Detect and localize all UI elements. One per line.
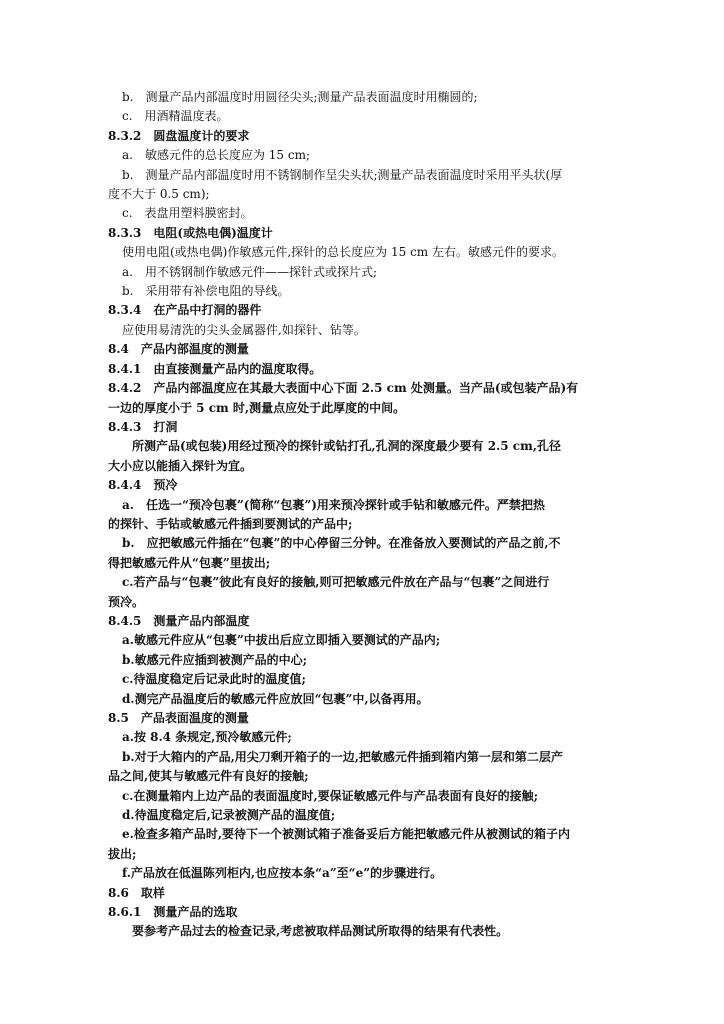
text-line: 8.3.3 电阻(或热电偶)温度计 [108, 225, 273, 240]
text-line: 8.4.1 由直接测量产品内的温度取得。 [108, 361, 322, 376]
text-line: d.待温度稳定后,记录被测产品的温度值; [122, 808, 336, 823]
text-line: a. 任选一“预冷包裹”(简称“包裹”)用来预冷探针或手钻和敏感元件。严禁把热 [122, 497, 545, 512]
text-line: c.在测量箱内上边产品的表面温度时,要保证敏感元件与产品表面有良好的接触; [122, 788, 539, 803]
text-line: a.敏感元件应从“包裹”中拔出后应立即插入要测试的产品内; [122, 633, 441, 648]
text-line: b. 测量产品内部温度时用圆径尖头;测量产品表面温度时用椭圆的; [122, 90, 478, 104]
text-line: f.产品放在低温陈列柜内,也应按本条“a”至“e”的步骤进行。 [122, 866, 443, 881]
text-line: 8.4.3 打洞 [108, 419, 178, 434]
text-line: 预冷。 [108, 594, 145, 609]
text-line: c. 表盘用塑料膜密封。 [122, 206, 253, 221]
text-line: 得把敏感元件从“包裹”里拔出; [108, 555, 271, 570]
text-line: 要参考产品过去的检查记录,考虑被取样品测试所取得的结果有代表性。 [132, 924, 509, 939]
text-line: 8.6.1 测量产品的选取 [108, 905, 238, 920]
text-line: 应使用易清洗的尖头金属器件,如探针、钻等。 [122, 322, 366, 337]
text-line: b.敏感元件应插到被测产品的中心; [122, 652, 307, 667]
text-line: 度不大于 0.5 cm); [108, 187, 210, 202]
text-line: 一边的厚度小于 5 cm 时,测量点应处于此厚度的中间。 [108, 400, 406, 415]
text-line: 8.5 产品表面温度的测量 [108, 711, 249, 725]
text-line: 使用电阻(或热电偶)作敏感元件,探针的总长度应为 15 cm 左右。敏感元件的要求。 [122, 245, 564, 260]
text-line: 品之间,使其与敏感元件有良好的接触; [108, 769, 309, 784]
text-line: 8.4.2 产品内部温度应在其最大表面中心下面 2.5 cm 处测量。当产品(或包装产品)有 [108, 381, 579, 396]
text-line: b. 应把敏感元件插在“包裹”的中心停留三分钟。在准备放入要测试的产品之前,不 [122, 536, 561, 551]
text-line: b.对于大箱内的产品,用尖刀剩开箱子的一边,把敏感元件插到箱内第一层和第二层产 [122, 749, 563, 764]
text-line: 的探针、手钻或敏感元件插到要测试的产品中; [108, 516, 353, 531]
text-line: b. 测量产品内部温度时用不锈钢制作呈尖头状;测量产品表面温度时采用平头状(厚 [122, 167, 563, 182]
document-body [108, 88, 608, 942]
text-line: e.检查多箱产品时,要待下一个被测试箱子准备妥后方能把敏感元件从被测试的箱子内 [122, 827, 570, 842]
text-line: b. 采用带有补偿电阻的导线。 [122, 284, 290, 299]
text-line: 大小应以能插入探针为宜。 [108, 458, 253, 473]
text-line: c. 用酒精温度表。 [122, 109, 229, 124]
text-line: a. 敏感元件的总长度应为 15 cm; [122, 148, 311, 163]
text-line: a. 用不锈钢制作敏感元件——探针式或探片式; [122, 264, 378, 279]
text-line: 所测产品(或包装)用经过预冷的探针或钻打孔,孔洞的深度最少要有 2.5 cm,孔径 [132, 439, 561, 454]
text-line: 8.4.4 预冷 [108, 478, 178, 493]
text-line: a.按 8.4 条规定,预冷敏感元件; [122, 730, 292, 745]
text-line: 8.6 取样 [108, 885, 165, 900]
text-line: 8.3.2 圆盘温度计的要求 [108, 128, 250, 143]
text-line: 8.4.5 测量产品内部温度 [108, 613, 250, 628]
text-line: c.待温度稳定后记录此时的温度值; [122, 672, 306, 687]
text-line: 8.4 产品内部温度的测量 [108, 342, 249, 357]
text-line: 8.3.4 在产品中打洞的器件 [108, 303, 262, 318]
text-line: d.测完产品温度后的敏感元件应放回“包裹”中,以备再用。 [122, 691, 429, 706]
text-line: c.若产品与“包裹”彼此有良好的接触,则可把敏感元件放在产品与“包裹”之间进行 [122, 575, 550, 590]
text-line: 拔出; [108, 846, 137, 861]
